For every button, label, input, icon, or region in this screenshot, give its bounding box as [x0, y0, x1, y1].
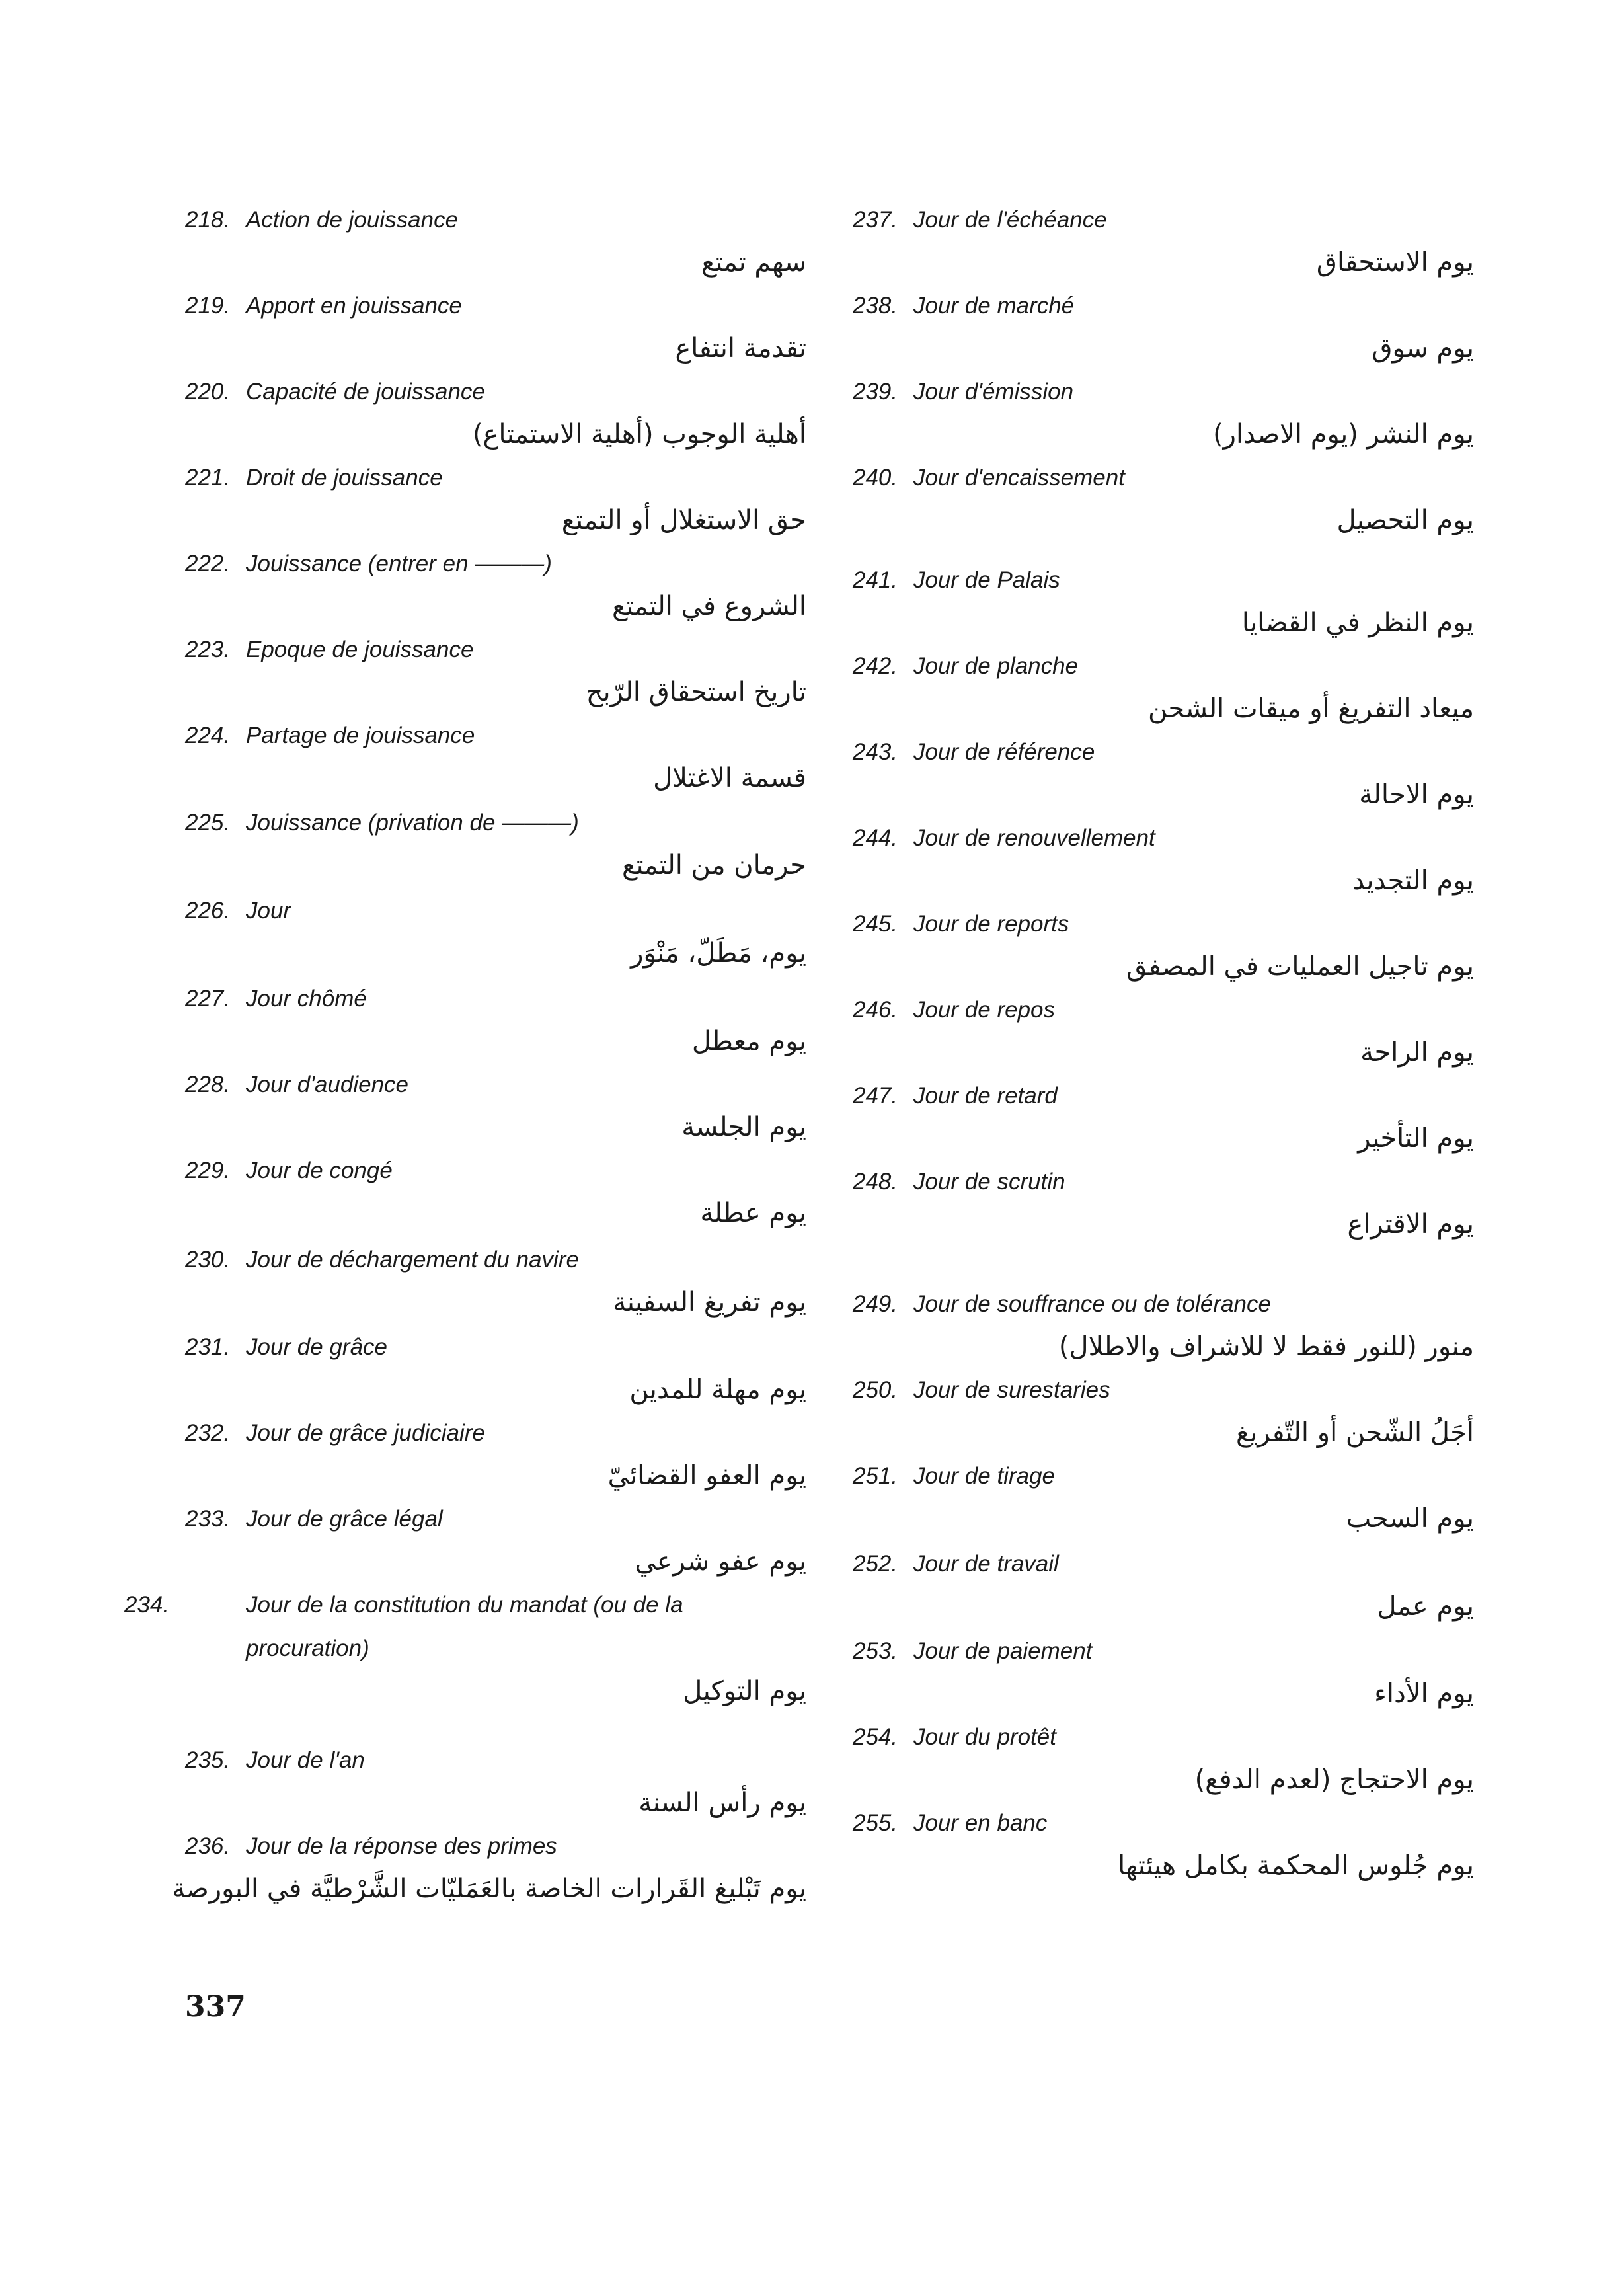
dictionary-entry — [853, 284, 1474, 369]
dictionary-entry — [124, 1583, 806, 1712]
dictionary-entry — [853, 645, 1474, 729]
entry-arabic-translation: يوم الراحة — [1360, 1037, 1474, 1068]
dictionary-entry — [853, 1716, 1474, 1800]
entry-term — [853, 816, 1474, 860]
entry-number: 229. — [185, 1158, 231, 1183]
entry-arabic-translation: ميعاد التفريغ أو ميقات الشحن — [1147, 693, 1474, 724]
entry-term — [853, 731, 1474, 774]
entry-arabic-translation: يوم رأس السنة — [638, 1788, 806, 1818]
dictionary-entry — [185, 198, 806, 283]
entry-term — [853, 1368, 1474, 1412]
entry-arabic-translation: يوم التحصيل — [1336, 505, 1474, 535]
page-number: 337 — [185, 1990, 246, 2024]
dictionary-entry — [853, 456, 1474, 541]
dictionary-entry — [172, 1825, 806, 1909]
dictionary-entry — [853, 1454, 1474, 1539]
entry-term — [853, 559, 1474, 602]
entry-term — [185, 1497, 806, 1541]
entry-arabic-translation: يوم الاقتراع — [1347, 1209, 1474, 1240]
entry-arabic-translation: يوم جُلوس المحكمة بكامل هيئتها — [1118, 1850, 1474, 1881]
entry-number: 246. — [853, 997, 898, 1023]
entry-term — [853, 988, 1474, 1032]
dictionary-entry — [185, 284, 806, 369]
entry-arabic-translation: يوم النظر في القضايا — [1241, 608, 1474, 638]
entry-number: 218. — [185, 207, 231, 233]
entry-term — [853, 645, 1474, 688]
entry-french-term: Jour de travail — [913, 1551, 1059, 1577]
entry-number: 251. — [853, 1463, 898, 1489]
entry-number: 234. — [124, 1592, 170, 1618]
entry-french-term: Capacité de jouissance — [246, 379, 485, 405]
entry-term — [185, 801, 806, 845]
dictionary-entry — [853, 816, 1474, 901]
entry-arabic-translation: الشروع في التمتع — [612, 591, 806, 621]
entry-term — [853, 1454, 1474, 1498]
entry-term — [853, 902, 1474, 946]
entry-french-term: Jour de souffrance ou de tolérance — [913, 1291, 1271, 1317]
entry-term — [185, 1739, 806, 1782]
entry-arabic-translation: يوم، مَطَلّ، مَنْوَر — [631, 938, 806, 969]
entry-french-term: Jour de surestaries — [913, 1377, 1110, 1403]
entry-term — [185, 542, 806, 586]
entry-number: 253. — [853, 1638, 898, 1664]
entry-arabic-translation: يوم عمل — [1377, 1591, 1474, 1622]
entry-number: 222. — [185, 551, 231, 576]
entry-arabic-translation: يوم الاستحقاق — [1316, 247, 1474, 278]
dictionary-entry — [853, 988, 1474, 1073]
entry-number: 233. — [185, 1506, 231, 1532]
entry-french-term: Epoque de jouissance — [246, 637, 474, 662]
entry-number: 249. — [853, 1291, 898, 1317]
entry-term — [185, 1063, 806, 1107]
dictionary-entry — [185, 628, 806, 713]
dictionary-entry — [853, 198, 1474, 283]
dictionary-entry — [185, 977, 806, 1062]
entry-french-term: Droit de jouissance — [246, 465, 443, 491]
entry-french-term: Jour de retard — [913, 1083, 1058, 1109]
entry-french-term: Jour de paiement — [913, 1638, 1093, 1664]
left-column — [124, 198, 806, 1917]
entry-number: 224. — [185, 723, 231, 748]
entry-french-term: Jour d'encaissement — [913, 465, 1125, 491]
entry-french-term: Jour de grâce judiciaire — [246, 1420, 485, 1446]
entry-french-term: Partage de jouissance — [246, 723, 475, 748]
entry-arabic-translation: يوم عفو شرعي — [635, 1546, 806, 1577]
entry-arabic-translation: حرمان من التمتع — [622, 850, 806, 881]
right-column — [853, 198, 1474, 1917]
entry-term — [185, 1149, 806, 1193]
dictionary-entry — [185, 542, 806, 627]
entry-term — [853, 370, 1474, 414]
entry-term — [185, 284, 806, 328]
entry-number: 230. — [185, 1247, 231, 1273]
entry-term — [853, 284, 1474, 328]
entry-term — [853, 1630, 1474, 1673]
entry-term — [185, 198, 806, 242]
dictionary-entry — [853, 370, 1474, 455]
entry-french-term: Jour chômé — [246, 986, 367, 1011]
entry-arabic-translation: يوم تَبْليغ القَرارات الخاصة بالعَمَليّات الشَّرْطيَّة في البورصة — [172, 1874, 806, 1904]
dictionary-entry — [185, 1411, 806, 1496]
entry-arabic-translation: يوم تاجيل العمليات في المصفق — [1126, 951, 1474, 982]
entry-french-term: Jouissance (entrer en ———) — [246, 551, 552, 576]
entry-french-term: Jour de l'an — [246, 1747, 365, 1773]
entry-arabic-translation: يوم الجلسة — [681, 1112, 806, 1142]
entry-arabic-translation: منور (للنور فقط لا للاشراف والاطلال) — [1058, 1331, 1474, 1362]
entry-french-term: Jour de grâce légal — [246, 1506, 443, 1532]
dictionary-entry — [185, 801, 806, 886]
entry-term — [853, 1160, 1474, 1204]
entry-arabic-translation: يوم العفو القضائيّ — [607, 1460, 806, 1491]
entry-french-term: Jour de marché — [913, 293, 1075, 319]
entry-number: 244. — [853, 825, 898, 851]
dictionary-entry — [185, 1497, 806, 1582]
entry-term — [185, 1238, 806, 1282]
entry-arabic-translation: يوم التأخير — [1358, 1123, 1474, 1154]
dictionary-entry — [853, 559, 1474, 643]
entry-arabic-translation: يوم التوكيل — [683, 1676, 806, 1706]
entry-number: 243. — [853, 739, 898, 765]
entry-term — [185, 1411, 806, 1455]
entry-number: 252. — [853, 1551, 898, 1577]
dictionary-entry — [853, 1630, 1474, 1714]
entry-number: 232. — [185, 1420, 231, 1446]
entry-arabic-translation: يوم الاحالة — [1359, 779, 1474, 810]
entry-arabic-translation: حق الاستغلال أو التمتع — [561, 505, 806, 535]
dictionary-entry — [853, 1160, 1474, 1245]
entry-french-term: Jour de l'échéance — [913, 207, 1107, 233]
dictionary-entry — [185, 370, 806, 455]
entry-french-term: Jour de planche — [913, 653, 1079, 679]
entry-french-term: Jour de renouvellement — [913, 825, 1155, 851]
entry-french-term: Jour de congé — [246, 1158, 393, 1183]
entry-french-term: Action de jouissance — [246, 207, 459, 233]
entry-french-term: Jour de tirage — [913, 1463, 1056, 1489]
entry-number: 254. — [853, 1724, 898, 1750]
entry-french-term: Jour de Palais — [913, 567, 1060, 593]
entry-french-term: Jour en banc — [913, 1810, 1048, 1836]
entry-number: 242. — [853, 653, 898, 679]
entry-arabic-translation: قسمة الاغتلال — [653, 763, 806, 793]
entry-arabic-translation: يوم الأداء — [1374, 1679, 1474, 1709]
entry-number: 220. — [185, 379, 231, 405]
entry-arabic-translation: يوم سوق — [1372, 333, 1474, 364]
entry-term — [853, 1716, 1474, 1759]
entry-french-term: Jour du protêt — [913, 1724, 1056, 1750]
entry-term — [853, 1801, 1474, 1845]
entry-number: 238. — [853, 293, 898, 319]
dictionary-entry — [185, 456, 806, 541]
entry-term — [124, 1583, 806, 1671]
entry-number: 235. — [185, 1747, 231, 1773]
dictionary-entry — [185, 1739, 806, 1823]
dictionary-entry — [853, 1801, 1474, 1886]
entry-french-term: Jour de la réponse des primes — [246, 1833, 557, 1859]
entry-french-term: Jour de référence — [913, 739, 1095, 765]
entry-number: 241. — [853, 567, 898, 593]
entry-number: 223. — [185, 637, 231, 662]
entry-number: 239. — [853, 379, 898, 405]
entry-number: 255. — [853, 1810, 898, 1836]
entry-term — [185, 1825, 806, 1868]
dictionary-entry — [853, 902, 1474, 987]
entry-arabic-translation: يوم تفريغ السفينة — [613, 1287, 806, 1318]
dictionary-entry — [185, 889, 806, 974]
entry-french-term: Jour d'audience — [246, 1072, 409, 1097]
dictionary-entry — [853, 1368, 1474, 1453]
entry-french-term: Jour de scrutin — [913, 1169, 1065, 1195]
entry-french-term: Jour d'émission — [913, 379, 1074, 405]
entry-french-term: Apport en jouissance — [246, 293, 462, 319]
entry-number: 228. — [185, 1072, 231, 1097]
entry-term — [853, 1542, 1474, 1586]
entry-french-term: Jour de repos — [913, 997, 1056, 1023]
entry-number: 227. — [185, 986, 231, 1011]
dictionary-entry — [853, 1074, 1474, 1159]
dictionary-entry — [185, 1326, 806, 1410]
entry-arabic-translation: يوم معطل — [691, 1026, 806, 1056]
entry-arabic-translation: سهم تمتع — [701, 247, 806, 278]
entry-french-term: Jour — [246, 898, 291, 924]
entry-term — [185, 889, 806, 933]
dictionary-entry — [853, 731, 1474, 815]
entry-arabic-translation: أهلية الوجوب (أهلية الاستمتاع) — [472, 419, 806, 450]
entry-number: 221. — [185, 465, 231, 491]
entry-number: 236. — [185, 1833, 231, 1859]
entry-number: 226. — [185, 898, 231, 924]
entry-arabic-translation: يوم مهلة للمدين — [629, 1374, 806, 1405]
entry-number: 219. — [185, 293, 231, 319]
entry-number: 231. — [185, 1334, 231, 1360]
entry-number: 245. — [853, 911, 898, 937]
entry-number: 240. — [853, 465, 898, 491]
entry-number: 247. — [853, 1083, 898, 1109]
entry-term — [185, 456, 806, 500]
entry-term — [185, 714, 806, 758]
entry-term — [185, 370, 806, 414]
dictionary-entry — [185, 1149, 806, 1234]
entry-number: 248. — [853, 1169, 898, 1195]
entry-french-term: Jour de la constitution du mandat (ou de la procuration) — [246, 1592, 683, 1661]
entry-number: 237. — [853, 207, 898, 233]
entry-arabic-translation: يوم عطلة — [700, 1198, 806, 1228]
entry-french-term: Jour de déchargement du navire — [246, 1247, 579, 1273]
entry-french-term: Jour de grâce — [246, 1334, 388, 1360]
dictionary-entry — [185, 1238, 806, 1323]
entry-number: 250. — [853, 1377, 898, 1403]
entry-french-term: Jouissance (privation de ———) — [246, 810, 579, 836]
dictionary-entry — [185, 1063, 806, 1148]
dictionary-entry — [853, 1542, 1474, 1627]
entry-arabic-translation: تقدمة انتفاع — [675, 333, 806, 364]
entry-arabic-translation: يوم النشر (يوم الاصدار) — [1213, 419, 1474, 450]
entry-arabic-translation: يوم التجديد — [1352, 865, 1474, 896]
entry-term — [853, 1074, 1474, 1118]
entry-term — [853, 198, 1474, 242]
entry-term — [185, 628, 806, 672]
entry-arabic-translation: يوم السحب — [1346, 1503, 1474, 1534]
entry-term — [185, 977, 806, 1021]
entry-term — [853, 456, 1474, 500]
entry-term — [853, 1283, 1474, 1326]
entry-arabic-translation: تاريخ استحقاق الرّبح — [586, 677, 806, 707]
entry-arabic-translation: يوم الاحتجاج (لعدم الدفع) — [1194, 1764, 1474, 1795]
entry-number: 225. — [185, 810, 231, 836]
dictionary-entry — [853, 1283, 1474, 1367]
entry-french-term: Jour de reports — [913, 911, 1069, 937]
dictionary-entry — [185, 714, 806, 799]
entry-term — [185, 1326, 806, 1369]
entry-arabic-translation: أجَلُ الشّحن أو التّفريغ — [1235, 1417, 1474, 1448]
